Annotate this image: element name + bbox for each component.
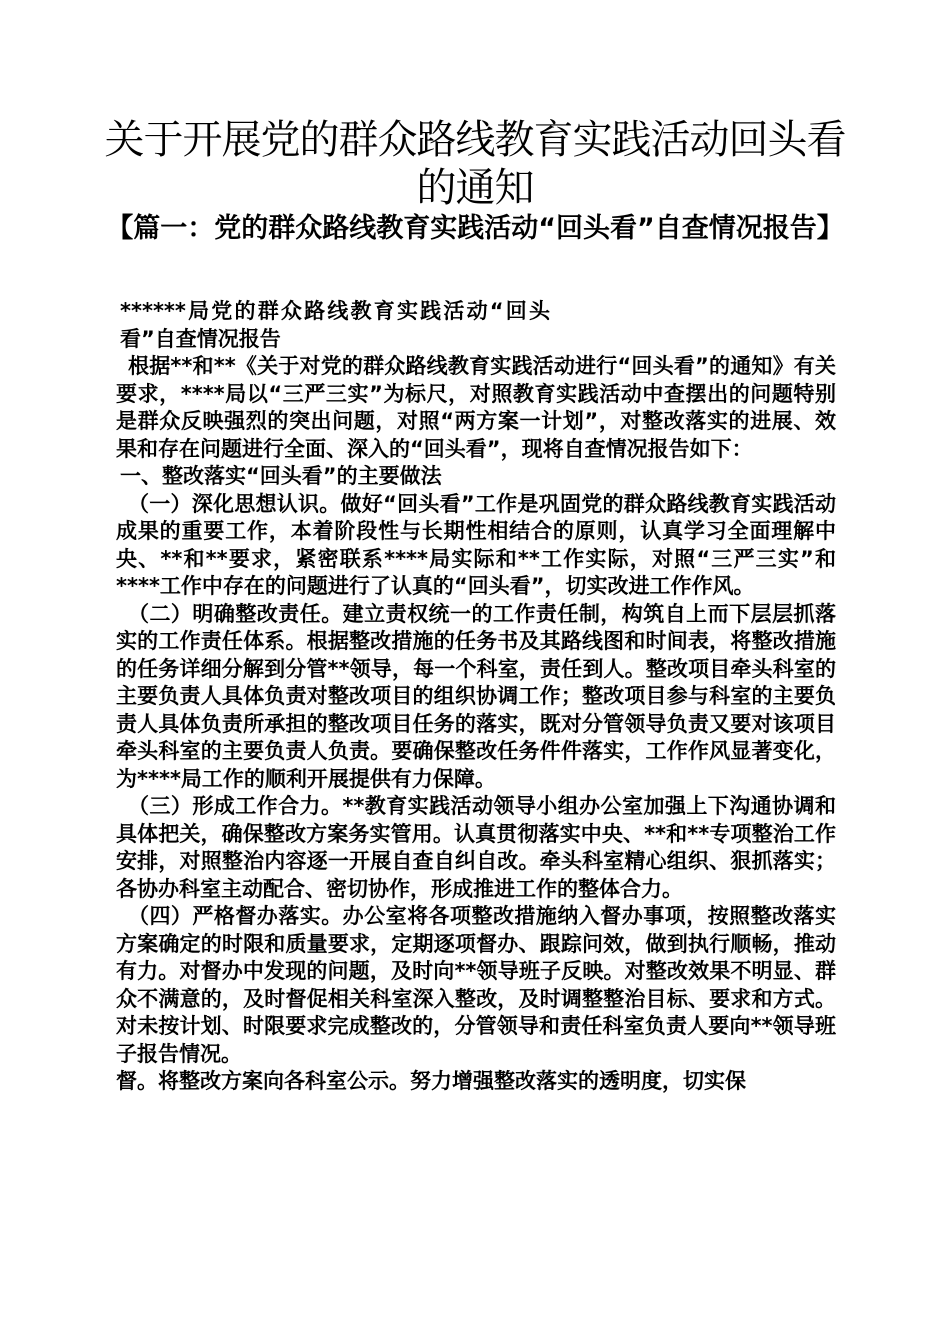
document-body [116,298,836,1096]
document-title: 关于开展党的群众路线教育实践活动回头看的通知 [104,117,846,211]
report-heading: ******局党的群众路线教育实践活动“回头看”自查情况报告 [120,299,550,351]
paragraph-3: （三）形成工作合力。**教育实践活动领导小组办公室加强上下沟通协调和具体把关，确保整改方案务实管用。认真贯彻落实中央、**和**专项整治工作安排，对照整治内容逐一开展自查自纠自改。牵头科室精心组织、狠抓落实；各协办科室主动配合、密切协作，形成推进工作的整体合力。 [116,794,836,901]
section-1-title: 一、整改落实“回头看”的主要做法 [120,464,442,488]
paragraph-1: （一）深化思想认识。做好“回头看”工作是巩固党的群众路线教育实践活动成果的重要工作，本着阶段性与长期性相结合的原则，认真学习全面理解中央、**和**要求，紧密联系****局实际和**工作实际，对照“三严三实”和****工作中存在的问题进行了认真的“回头看”，切实改进工作作风。 [116,491,836,598]
document-subtitle: 【篇一：党的群众路线教育实践活动“回头看”自查情况报告】 [106,213,844,244]
paragraph-5: 督。将整改方案向各科室公示。努力增强整改落实的透明度，切实保 [116,1069,746,1093]
paragraph-2: （二）明确整改责任。建立责权统一的工作责任制，构筑自上而下层层抓落实的工作责任体系。根据整改措施的任务书及其路线图和时间表，将整改措施的任务详细分解到分管**领导，每一个科室，责任到人。整改项目牵头科室的主要负责人具体负责对整改项目的组织协调工作；整改项目参与科室的主要负责人具体负责所承担的整改项目任务的落实，既对分管领导负责又要对该项目牵头科室的主要负责人负责。要确保整改任务件件落实，工作作风显著变化，为****局工作的顺利开展提供有力保障。 [116,601,836,791]
paragraph-4: （四）严格督办落实。办公室将各项整改措施纳入督办事项，按照整改落实方案确定的时限和质量要求，定期逐项督办、跟踪问效，做到执行顺畅，推动有力。对督办中发现的问题，及时向**领导班子反映。对整改效果不明显、群众不满意的，及时督促相关科室深入整改，及时调整整治目标、要求和方式。对未按计划、时限要求完成整改的，分管领导和责任科室负责人要向**领导班子报告情况。 [116,904,836,1066]
intro-paragraph: 根据**和**《关于对党的群众路线教育实践活动进行“回头看”的通知》有关要求，****局以“三严三实”为标尺，对照教育实践活动中查摆出的问题特别是群众反映强烈的突出问题，对照“两方案一计划”，对整改落实的进展、效果和存在问题进行全面、深入的“回头看”，现将自查情况报告如下： [116,354,836,461]
